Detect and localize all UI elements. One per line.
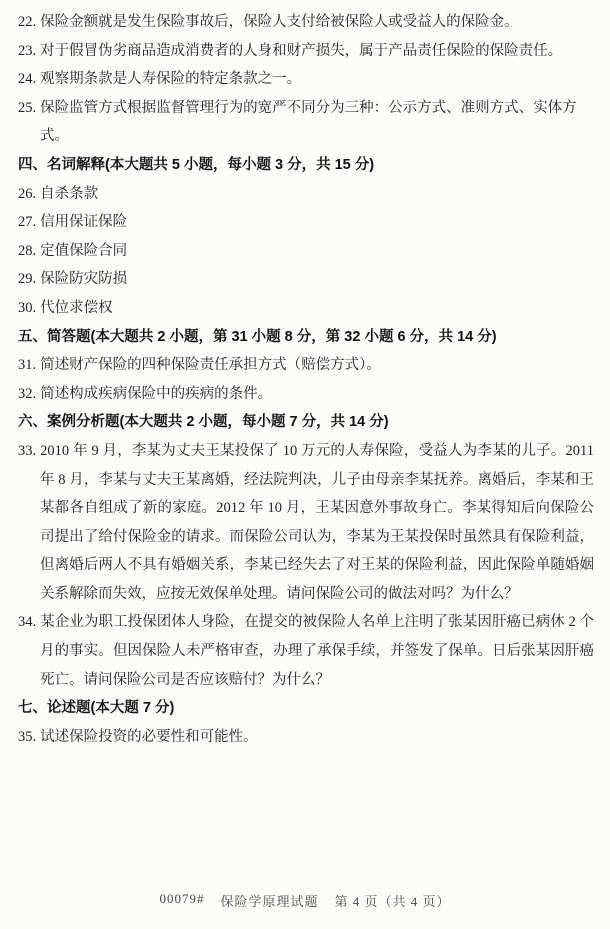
statement-number: 24. bbox=[18, 71, 37, 88]
page-footer bbox=[0, 891, 610, 910]
item-text: 某企业为职工投保团体人身险，在提交的被保险人名单上注明了张某因肝癌已病休 2 个月的事实。但因保险人未严格审查，办理了承保手续，并签发了保单。日后张某因肝癌死亡。请问保险公司是否应该赔付？为什么？ bbox=[40, 614, 594, 688]
short-answer-question-32 bbox=[18, 380, 594, 409]
item-number: 30. bbox=[18, 299, 37, 316]
statement-text: 保险金额就是发生保险事故后，保险人支付给被保险人或受益人的保险金。 bbox=[40, 14, 519, 30]
section-heading-essay: 七、论述题(本大题 7 分) bbox=[18, 700, 175, 717]
page-number: 第 4 页（共 4 页） bbox=[334, 894, 451, 909]
statement-text: 保险监管方式根据监督管理行为的宽严不同分为三种：公示方式、准则方式、实体方式。 bbox=[40, 99, 577, 145]
course-code: 00079# bbox=[159, 891, 205, 906]
statement-number: 25. bbox=[18, 99, 37, 116]
item-number: 27. bbox=[18, 214, 37, 231]
item-number: 34. bbox=[18, 614, 37, 631]
item-text: 简述财产保险的四种保险责任承担方式（赔偿方式）。 bbox=[40, 357, 381, 374]
item-text: 试述保险投资的必要性和可能性。 bbox=[40, 728, 258, 745]
true-false-statement-23 bbox=[18, 37, 594, 66]
true-false-statement-22 bbox=[18, 8, 594, 37]
item-number: 28. bbox=[18, 242, 37, 259]
item-number: 29. bbox=[18, 271, 37, 288]
section-heading-case-analysis: 六、案例分析题(本大题共 2 小题，每小题 7 分，共 14 分) bbox=[18, 414, 389, 431]
item-text: 定值保险合同 bbox=[40, 242, 128, 259]
item-text: 简述构成疾病保险中的疾病的条件。 bbox=[40, 385, 273, 402]
term-item-30 bbox=[18, 294, 594, 323]
exam-content bbox=[18, 8, 594, 751]
term-item-29 bbox=[18, 265, 594, 294]
item-number: 33. bbox=[18, 442, 37, 459]
term-item-27 bbox=[18, 208, 594, 237]
statement-number: 23. bbox=[18, 42, 37, 59]
item-number: 26. bbox=[18, 185, 37, 202]
item-number: 32. bbox=[18, 385, 37, 402]
exam-title: 保险学原理试题 bbox=[220, 894, 319, 909]
case-question-33 bbox=[18, 437, 594, 609]
item-text: 代位求偿权 bbox=[40, 299, 113, 316]
item-text: 保险防灾防损 bbox=[40, 271, 128, 288]
item-text: 自杀条款 bbox=[40, 185, 99, 202]
essay-question-35 bbox=[18, 723, 594, 752]
term-item-26 bbox=[18, 180, 594, 209]
case-question-34 bbox=[18, 608, 594, 694]
statement-number: 22. bbox=[18, 14, 37, 30]
item-number: 35. bbox=[18, 728, 37, 745]
item-number: 31. bbox=[18, 357, 37, 374]
section-heading-short-answer: 五、简答题(本大题共 2 小题，第 31 小题 8 分，第 32 小题 6 分，共 14 分) bbox=[18, 328, 497, 345]
true-false-statement-25 bbox=[18, 94, 594, 151]
statement-text: 对于假冒伪劣商品造成消费者的人身和财产损失，属于产品责任保险的保险责任。 bbox=[40, 42, 563, 59]
term-item-28 bbox=[18, 237, 594, 266]
short-answer-question-31 bbox=[18, 351, 594, 380]
statement-text: 观察期条款是人寿保险的特定条款之一。 bbox=[40, 71, 302, 88]
true-false-statement-24 bbox=[18, 65, 594, 94]
section-heading-terms: 四、名词解释(本大题共 5 小题，每小题 3 分，共 15 分) bbox=[18, 156, 375, 173]
item-text: 信用保证保险 bbox=[40, 214, 128, 231]
item-text: 2010 年 9 月，李某为丈夫王某投保了 10 万元的人寿保险，受益人为李某的儿子。2011 年 8 月，李某与丈夫王某离婚，经法院判决，儿子由母亲李某抚养。离婚后，李某和王某都各自组成了新的家庭。2012 年 10 月，王某因意外事故身亡。李某得知后向保险公司提出了给付保险金的请求。而保险公司认为，李某为王某投保时虽然具有保险利益，但离婚后两人不具有婚姻关系，李某已经失去了对王某的保险利益，因此保险单随婚姻关系解除而失效，应按无效保单处理。请问保险公司的做法对吗？为什么？ bbox=[40, 442, 594, 602]
